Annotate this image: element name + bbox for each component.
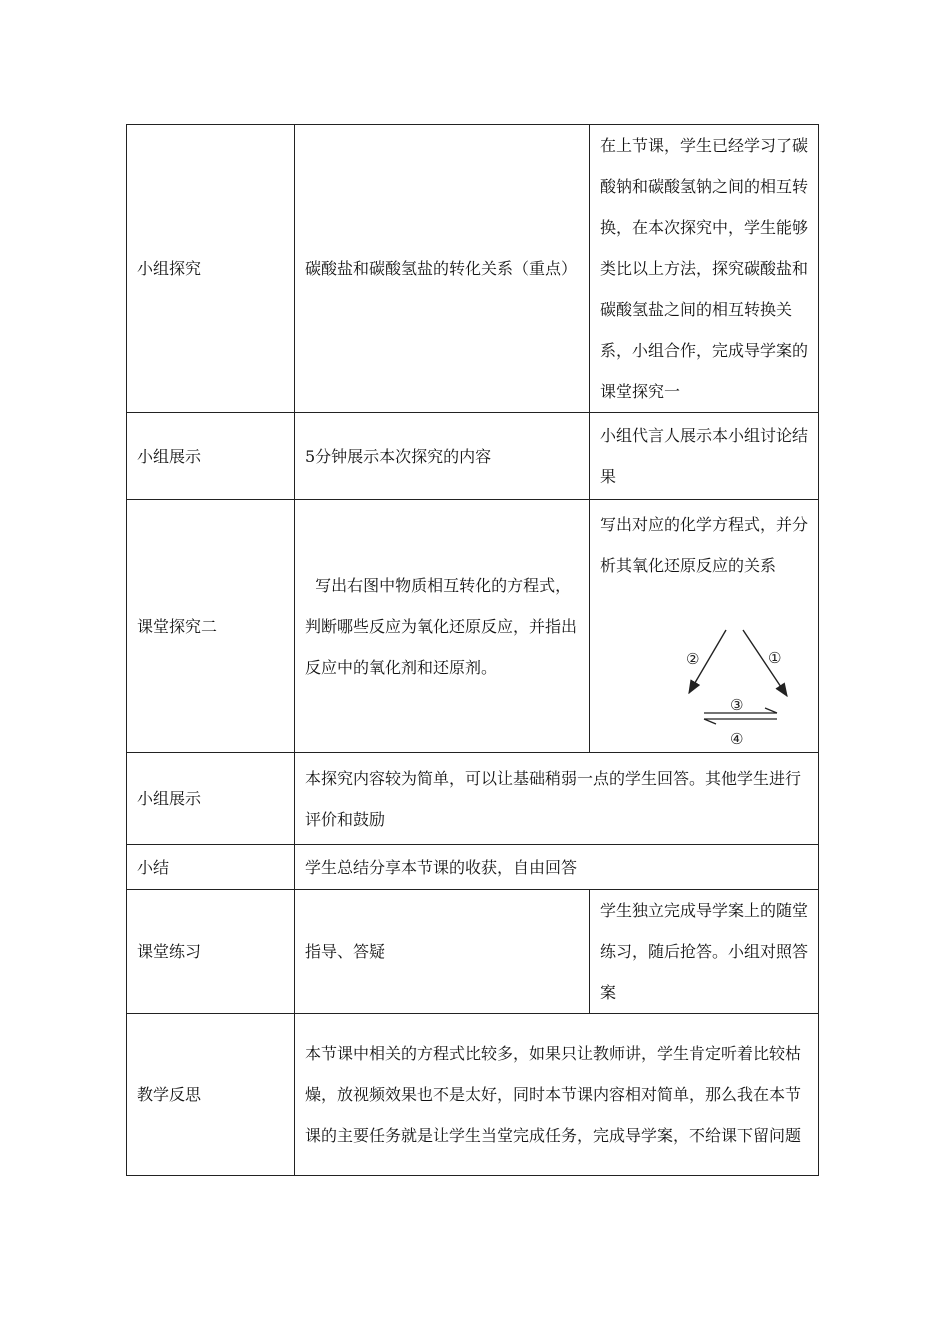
row-content: 5分钟展示本次探究的内容 (295, 413, 590, 500)
row-content: 写出右图中物质相互转化的方程式，判断哪些反应为氧化还原反应，并指出反应中的氧化剂和还原剂。 (295, 500, 590, 753)
table-row (127, 125, 819, 413)
row-label: 课堂练习 (127, 890, 295, 1014)
lesson-plan-table (126, 124, 819, 1176)
arrow-3-head (765, 708, 777, 713)
row-content: 指导、答疑 (295, 890, 590, 1014)
row-note: 在上节课，学生已经学习了碳酸钠和碳酸氢钠之间的相互转换，在本次探究中，学生能够类比以上方法，探究碳酸盐和碳酸氢盐之间的相互转换关系，小组合作，完成导学案的课堂探究一 (590, 125, 819, 413)
label-4: ④ (730, 729, 744, 748)
row-content: 碳酸盐和碳酸氢盐的转化关系（重点） (295, 125, 590, 413)
row-note-with-diagram (590, 500, 819, 753)
row-note: 学生独立完成导学案上的随堂练习，随后抢答。小组对照答案 (590, 890, 819, 1014)
table-row (127, 845, 819, 890)
table-row (127, 413, 819, 500)
row-label: 小结 (127, 845, 295, 890)
arrow-4-head (704, 719, 716, 724)
row-note: 小组代言人展示本小组讨论结果 (590, 413, 819, 500)
row-label: 小组展示 (127, 413, 295, 500)
table-row (127, 500, 819, 753)
label-1: ① (768, 648, 782, 667)
row-note: 写出对应的化学方程式，并分析其氧化还原反应的关系 (600, 514, 809, 575)
label-3: ③ (730, 695, 744, 714)
label-2: ② (686, 649, 700, 668)
note-diagram-container (600, 504, 810, 749)
table-row (127, 753, 819, 845)
table-row (127, 890, 819, 1014)
row-label: 小组展示 (127, 753, 295, 845)
row-content: 本节课中相关的方程式比较多，如果只让教师讲，学生肯定听着比较枯燥，放视频效果也不是太好，同时本节课内容相对简单，那么我在本节课的主要任务就是让学生当堂完成任务，完成导学案，不给课下留问题 (295, 1014, 819, 1176)
row-content: 本探究内容较为简单，可以让基础稍弱一点的学生回答。其他学生进行评价和鼓励 (295, 753, 819, 845)
row-content: 学生总结分享本节课的收获，自由回答 (295, 845, 819, 890)
row-label: 课堂探究二 (127, 500, 295, 753)
table-row (127, 1014, 819, 1176)
row-label: 小组探究 (127, 125, 295, 413)
conversion-triangle-diagram (600, 614, 810, 749)
row-label: 教学反思 (127, 1014, 295, 1176)
